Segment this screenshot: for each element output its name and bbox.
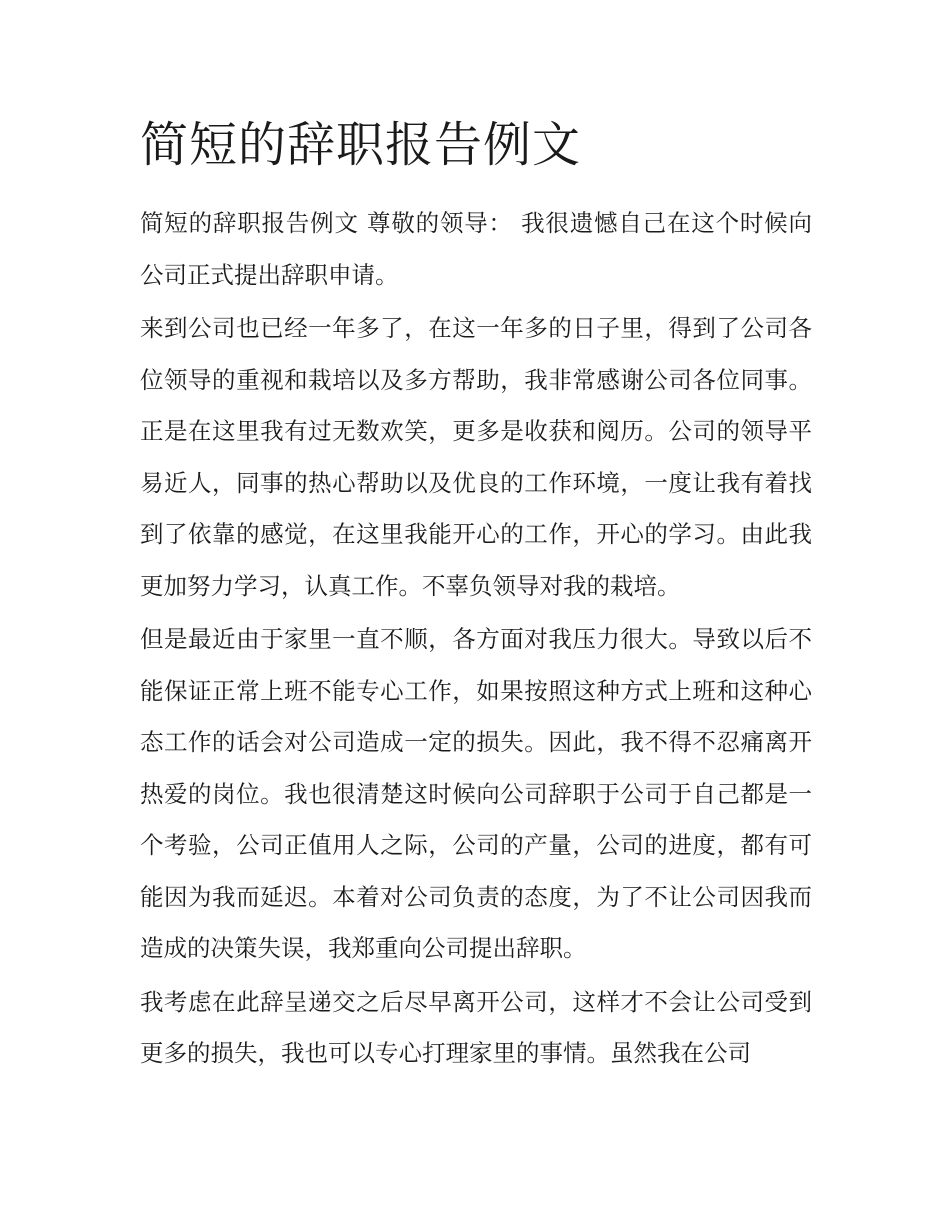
paragraph-greeting: 简短的辞职报告例文 尊敬的领导： 我很遗憾自己在这个时候向公司正式提出辞职申请。 (140, 209, 812, 289)
paragraph-reason: 但是最近由于家里一直不顺，各方面对我压力很大。导致以后不能保证正常上班不能专心工作，如果按照这种方式上班和这种心态工作的话会对公司造成一定的损失。因此，我不得不忍痛离开热爱的岗位。我也很清楚这时候向公司辞职于公司于自己都是一个考验，公司正值用人之际，公司的产量，公司的进度，都有可能因为我而延迟。本着对公司负责的态度，为了不让公司因我而造成的决策失误，我郑重向公司提出辞职。 (140, 625, 812, 962)
paragraph-gratitude: 来到公司也已经一年多了，在这一年多的日子里，得到了公司各位领导的重视和栽培以及多方帮助，我非常感谢公司各位同事。正是在这里我有过无数欢笑，更多是收获和阅历。公司的领导平易近人，同事的热心帮助以及优良的工作环境，一度让我有着找到了依靠的感觉，在这里我能开心的工作，开心的学习。由此我更加努力学习，认真工作。不辜负领导对我的栽培。 (140, 314, 812, 600)
paragraph-plan: 我考虑在此辞呈递交之后尽早离开公司，这样才不会让公司受到更多的损失，我也可以专心打理家里的事情。虽然我在公司 (140, 987, 812, 1067)
document-body (140, 112, 812, 1082)
document-title: 简短的辞职报告例文 (140, 117, 582, 173)
